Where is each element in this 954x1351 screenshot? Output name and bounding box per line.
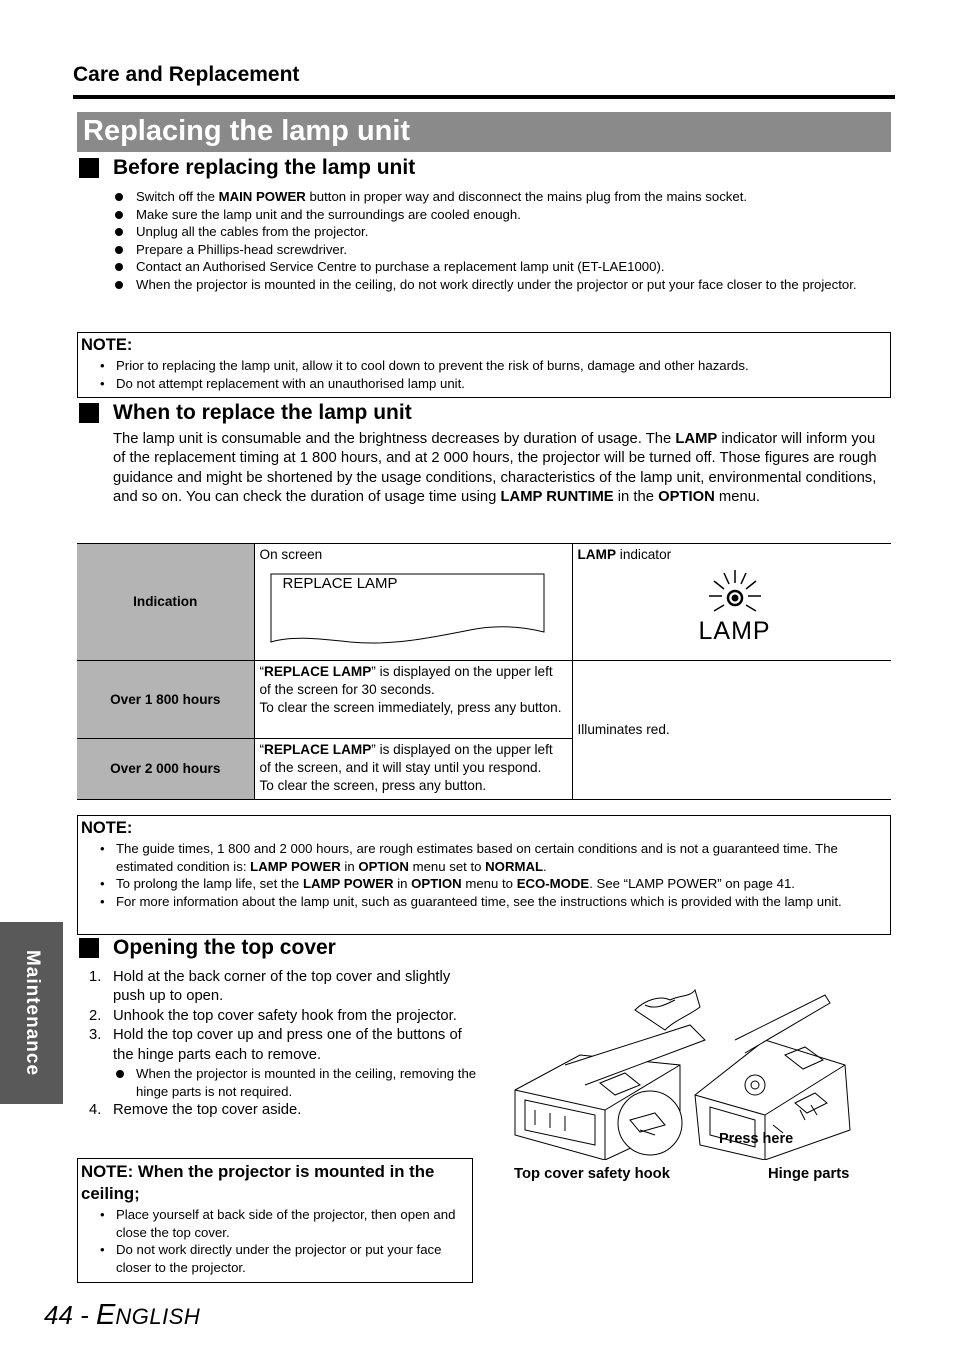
table-row: [77, 544, 891, 661]
square-bullet-icon: [79, 938, 99, 958]
list-item: Prepare a Phillips-head screwdriver.: [112, 241, 882, 259]
heading-opening-text: Opening the top cover: [113, 936, 336, 959]
list-item: • Place yourself at back side of the projector, then open and close the top cover.: [100, 1207, 456, 1240]
list-item: Make sure the lamp unit and the surroundings are cooled enough.: [112, 206, 882, 224]
heading-when-text: When to replace the lamp unit: [113, 401, 412, 424]
list-item: Unplug all the cables from the projector.: [112, 223, 882, 241]
note-box-3: [77, 1158, 473, 1283]
caption-safety-hook: Top cover safety hook: [514, 1166, 670, 1182]
screen-message-graphic: [260, 564, 567, 644]
list-item: • Prior to replacing the lamp unit, allow it to cool down to prevent the risk of burns, damage and other hazards.: [100, 358, 749, 373]
note-list: [100, 840, 885, 910]
title-bar: [77, 112, 891, 152]
header-rule: [73, 95, 895, 99]
side-tab-label: Maintenance: [21, 949, 43, 1077]
section-header: Care and Replacement: [73, 63, 300, 86]
table-header-indication: Indication: [77, 544, 254, 661]
steps-list: [89, 968, 479, 1121]
bullet-icon: [116, 1070, 124, 1078]
note-box-1: [77, 332, 891, 398]
square-bullet-icon: [79, 403, 99, 423]
note-list: [100, 1206, 468, 1276]
lamp-indicator-label: LAMP indicator: [577, 547, 672, 562]
list-item: • For more information about the lamp unit, such as guaranteed time, see the instructions which is provided with the lamp unit.: [100, 893, 842, 909]
note-title: NOTE:: [81, 819, 133, 837]
list-item: • To prolong the lamp life, set the LAMP POWER in OPTION menu to ECO-MODE. See “LAMP POWER” on page 41.: [100, 876, 795, 892]
note-box-2: [77, 815, 891, 935]
note-title: NOTE:: [81, 336, 133, 354]
bullet-icon: [115, 193, 123, 201]
screen-message: REPLACE LAMP: [282, 575, 398, 592]
row-label-2000: Over 2 000 hours: [77, 739, 254, 800]
side-tab-maintenance: [0, 922, 63, 1104]
step-item: 1. Hold at the back corner of the top cover and slightly push up to open.: [89, 969, 451, 1005]
before-list: [112, 188, 882, 294]
heading-before-text: Before replacing the lamp unit: [113, 156, 416, 179]
bullet-icon: [115, 263, 123, 271]
step-item: 2. Unhook the top cover safety hook from the projector.: [89, 1007, 457, 1024]
note-list: [100, 357, 880, 392]
list-item: Switch off the MAIN POWER button in proper way and disconnect the mains plug from the mains socket.: [112, 188, 882, 206]
list-item: Contact an Authorised Service Centre to purchase a replacement lamp unit (ET-LAE1000).: [112, 258, 882, 276]
bullet-icon: [115, 281, 123, 289]
bullet-icon: [115, 246, 123, 254]
on-screen-label: On screen: [259, 547, 323, 562]
step-item: 4. Remove the top cover aside.: [89, 1102, 302, 1119]
lamp-indicator-graphic: [578, 564, 887, 654]
when-paragraph: The lamp unit is consumable and the brightness decreases by duration of usage. The LAMP indicator will inform you of the replacement timing at 1 800 hours, and at 2 000 hours, the projector will be turned off. Those figures are rough guidance and might be shortened by the usage conditions, characteristics of the lamp unit, environmental conditions, and so on. You can check the duration of usage time using LAMP RUNTIME in the OPTION menu.: [113, 431, 877, 506]
lamp-table: [77, 543, 891, 800]
bullet-icon: [115, 211, 123, 219]
row-label-1800: Over 1 800 hours: [77, 661, 254, 739]
caption-hinge-parts: Hinge parts: [768, 1166, 850, 1182]
lamp-indicator-cell: [572, 544, 891, 661]
lamp-text: LAMP: [698, 617, 771, 645]
page-title: Replacing the lamp unit: [83, 115, 411, 147]
note-title: NOTE: When the projector is mounted in the ceiling;: [81, 1162, 435, 1203]
step-item: 3. Hold the top cover up and press one of the buttons of the hinge parts each to remove.: [89, 1027, 462, 1063]
page-footer: 44 - ENGLISH: [44, 1299, 201, 1331]
step-subitem: When the projector is mounted in the ceiling, removing the hinge parts is not required.: [89, 1065, 479, 1100]
illuminates-red: Illuminates red.: [572, 661, 891, 800]
list-item: • Do not attempt replacement with an unauthorised lamp unit.: [100, 375, 465, 391]
caption-press-here: Press here: [719, 1131, 794, 1147]
projector-illustration: [505, 985, 865, 1160]
square-bullet-icon: [79, 158, 99, 178]
row-2000-description: “REPLACE LAMP” is displayed on the upper left of the screen, and it will stay until you respond. To clear the screen, press any button.: [254, 739, 572, 800]
list-item: • The guide times, 1 800 and 2 000 hours, are rough estimates based on certain conditions and is not a guaranteed time. The estimated condition is: LAMP POWER in OPTION menu set to NORMAL.: [100, 841, 838, 874]
bullet-icon: [115, 228, 123, 236]
list-item: • Do not work directly under the projector or put your face closer to the projector.: [100, 1242, 442, 1275]
list-item: When the projector is mounted in the ceiling, do not work directly under the projector or put your face closer to the projector.: [112, 276, 882, 294]
on-screen-cell: [254, 544, 572, 661]
row-1800-description: “REPLACE LAMP” is displayed on the upper left of the screen for 30 seconds. To clear the screen immediately, press any button.: [254, 661, 572, 739]
table-row: [77, 661, 891, 739]
